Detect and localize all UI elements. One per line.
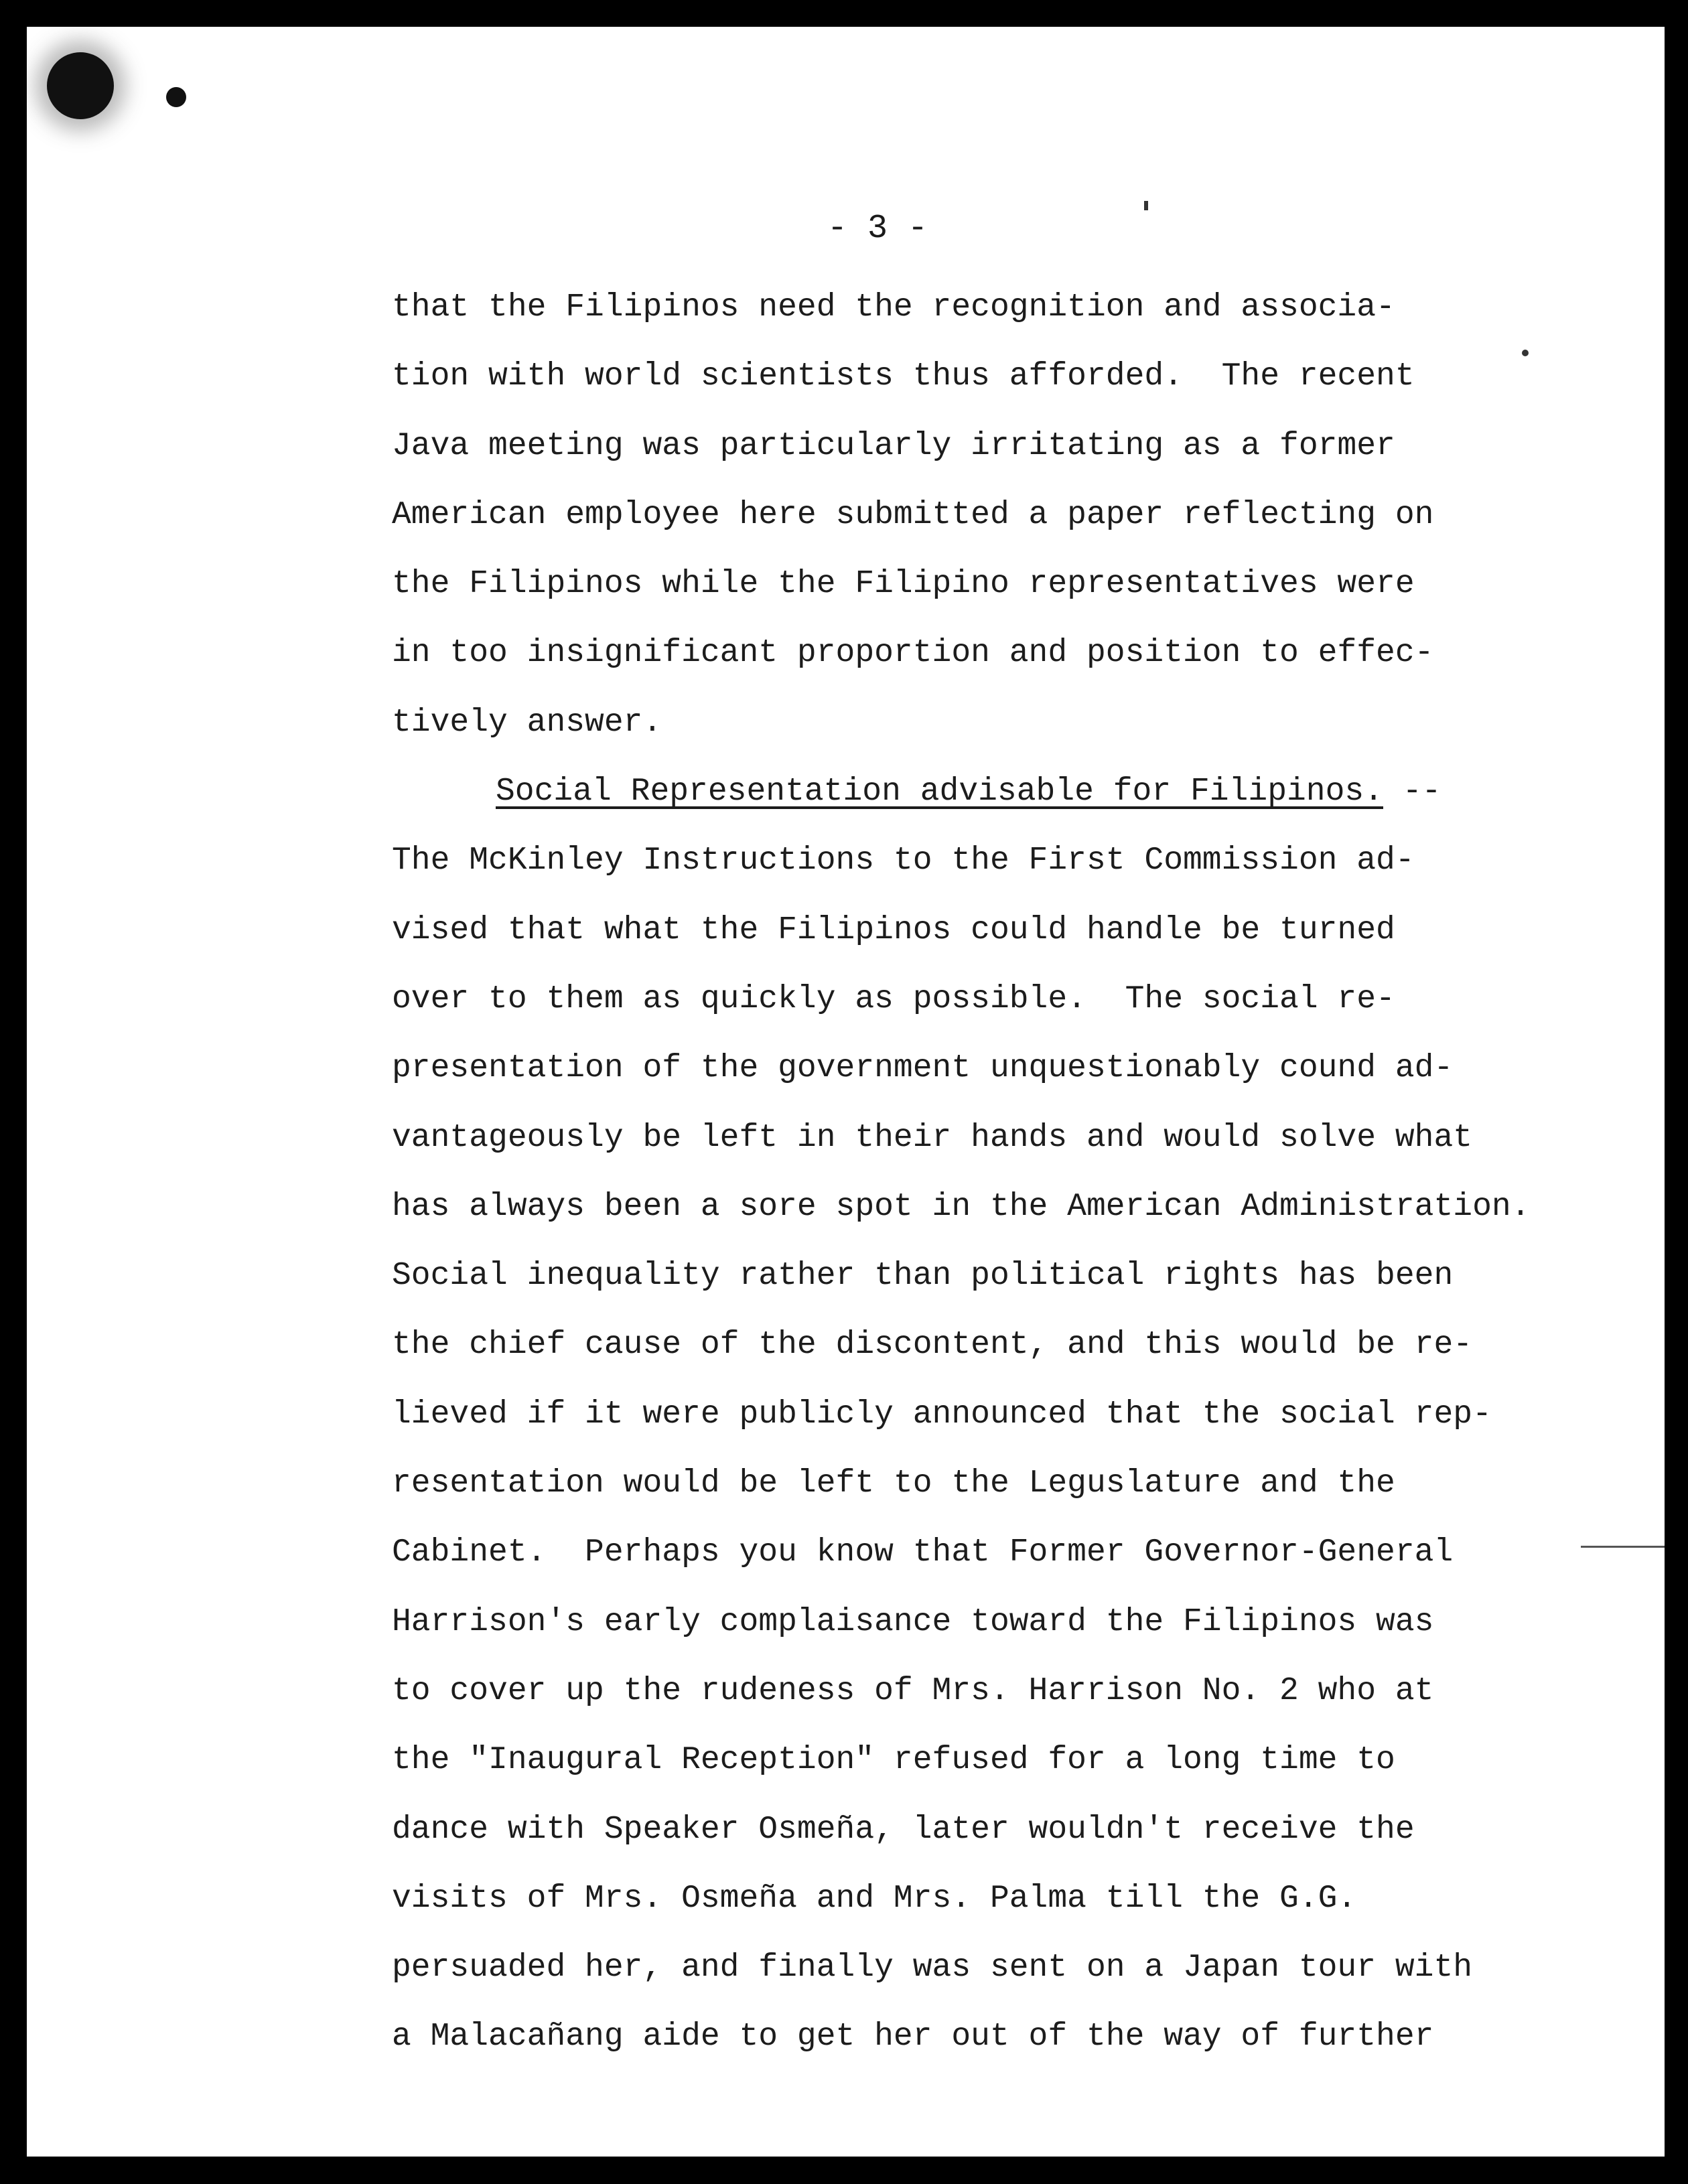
section-heading-line [392, 757, 1665, 826]
text-line: has always been a sore spot in the American Administration. [392, 1188, 1531, 1225]
text-line: visits of Mrs. Osmeña and Mrs. Palma till the G.G. [392, 1880, 1357, 1917]
punch-hole-small [166, 87, 186, 107]
text-line: presentation of the government unquestionably cound ad- [392, 1050, 1454, 1087]
text-line: over to them as quickly as possible. The social re- [392, 980, 1395, 1017]
document-page [27, 27, 1665, 2157]
text-line: in too insignificant proportion and position to effec- [392, 635, 1434, 672]
text-line: a Malacañang aide to get her out of the way of further [392, 2019, 1434, 2055]
text-line: vantageously be left in their hands and would solve what [392, 1119, 1473, 1156]
text-line: American employee here submitted a paper reflecting on [392, 496, 1434, 533]
text-line: the "Inaugural Reception" refused for a long time to [392, 1742, 1395, 1779]
text-line: resentation would be left to the Leguslature and the [392, 1465, 1395, 1502]
text-line: lieved if it were publicly announced that the social rep- [392, 1396, 1492, 1433]
text-line: tively answer. [392, 704, 662, 741]
text-line: tion with world scientists thus afforded. The recent [392, 358, 1415, 395]
punch-hole [47, 52, 114, 119]
text-line: Social inequality rather than political rights has been [392, 1258, 1454, 1295]
scan-speck [1144, 201, 1148, 210]
text-line: dance with Speaker Osmeña, later wouldn't receive the [392, 1811, 1415, 1848]
text-line: vised that what the Filipinos could handle be turned [392, 912, 1395, 948]
text-line: The McKinley Instructions to the First Commission ad- [392, 843, 1415, 879]
section-heading: Social Representation advisable for Filipinos. [496, 774, 1384, 810]
body-text [392, 273, 1665, 2072]
text-line: the Filipinos while the Filipino representatives were [392, 566, 1415, 603]
text-line: persuaded her, and finally was sent on a Japan tour with [392, 1950, 1473, 1986]
text-line: Java meeting was particularly irritating as a former [392, 427, 1395, 464]
page-number: - 3 - [827, 210, 928, 248]
text-line: Harrison's early complaisance toward the Filipinos was [392, 1603, 1434, 1640]
text-line: the chief cause of the discontent, and this would be re- [392, 1327, 1473, 1364]
text-line: to cover up the rudeness of Mrs. Harrison No. 2 who at [392, 1672, 1434, 1709]
heading-dash: -- [1383, 774, 1441, 810]
text-line: Cabinet. Perhaps you know that Former Governor-General [392, 1534, 1454, 1571]
text-line: that the Filipinos need the recognition and associa- [392, 289, 1395, 325]
